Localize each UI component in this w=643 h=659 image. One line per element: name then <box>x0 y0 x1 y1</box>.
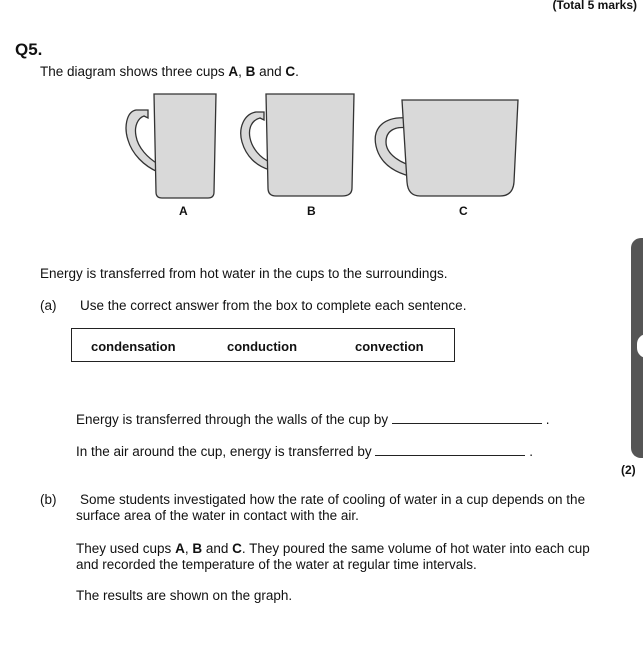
part-b-label: (b) <box>40 492 57 507</box>
option-convection[interactable]: convection <box>355 339 424 354</box>
intro-cup-c: C <box>285 64 296 79</box>
intro-and: and <box>255 64 286 79</box>
answer-blank-2[interactable] <box>375 443 525 456</box>
intro-end: . <box>295 64 299 79</box>
sentence-1 <box>76 411 549 428</box>
cup-label-a: A <box>179 204 188 218</box>
intro-cup-b: B <box>245 64 256 79</box>
cup-c-image <box>375 100 518 196</box>
para2-cup-b: B <box>192 541 203 556</box>
part-b-paragraph-1: Some students investigated how the rate of cooling of water in a cup depends on the surface area of the water in contact with the air. <box>76 492 586 523</box>
sentence-1-text: Energy is transferred through the walls of the cup by <box>76 412 389 427</box>
para2-cup-c: C <box>232 541 242 556</box>
answer-blank-1[interactable] <box>392 411 542 424</box>
sentence-2-end: . <box>529 444 533 459</box>
question-intro <box>40 64 299 80</box>
part-b-paragraph-3: The results are shown on the graph. <box>76 588 293 603</box>
answer-options-box <box>71 328 455 362</box>
option-conduction[interactable]: conduction <box>227 339 298 354</box>
cup-label-b: B <box>307 204 316 218</box>
para2-prefix: They used cups <box>76 541 176 556</box>
part-b-paragraph-2 <box>76 541 606 573</box>
sentence-2-text: In the air around the cup, energy is transferred by <box>76 444 372 459</box>
cup-label-c: C <box>459 204 468 218</box>
part-a-instruction: Use the correct answer from the box to complete each sentence. <box>80 298 467 313</box>
part-a-marks: (2) <box>621 463 636 477</box>
para2-and: and <box>202 541 233 556</box>
part-a-label: (a) <box>40 298 57 313</box>
option-condensation[interactable]: condensation <box>91 339 176 354</box>
energy-statement: Energy is transferred from hot water in the cups to the surroundings. <box>40 266 448 281</box>
cup-b-image <box>241 94 354 196</box>
para2-cup-a: A <box>175 541 185 556</box>
cups-diagram <box>120 88 530 203</box>
intro-prefix: The diagram shows three cups <box>40 64 229 79</box>
para2-rest: . They poured the same volume of hot water into each cup and recorded the temperature of the water at regular time intervals. <box>76 541 590 572</box>
para2-sep: , <box>184 541 193 556</box>
sentence-2 <box>76 443 533 460</box>
cup-a-image <box>126 94 216 198</box>
sentence-1-end: . <box>545 412 550 427</box>
question-number: Q5. <box>15 40 43 59</box>
intro-sep: , <box>238 64 246 79</box>
total-marks: (Total 5 marks) <box>552 0 637 12</box>
intro-cup-a: A <box>228 64 239 79</box>
